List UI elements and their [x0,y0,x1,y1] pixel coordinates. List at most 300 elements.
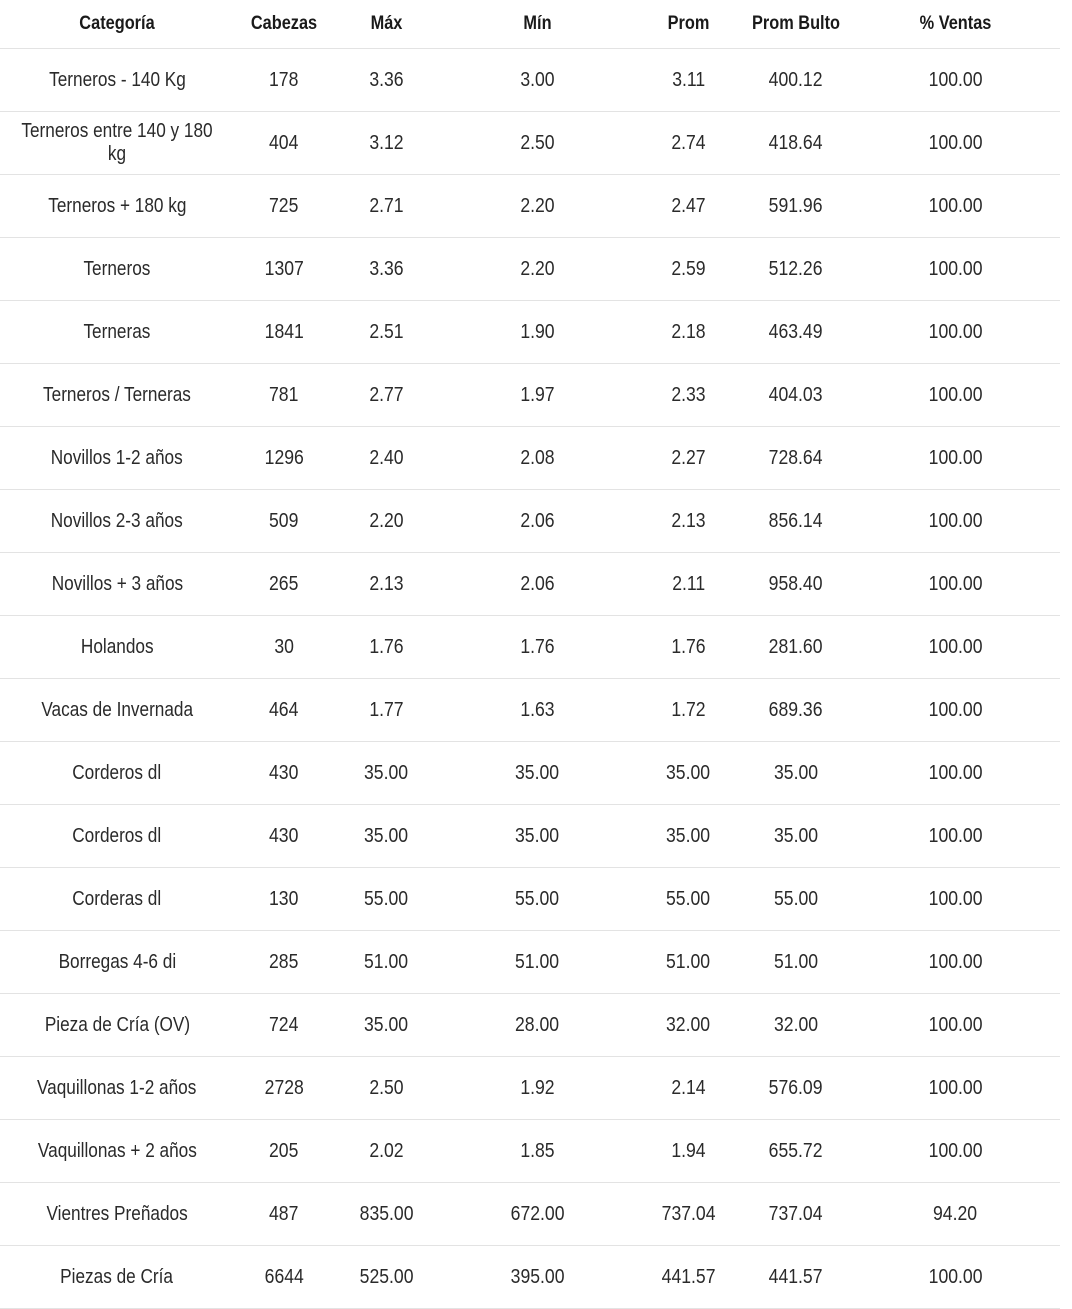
cell-min [439,301,636,364]
cell-prom [636,805,741,868]
cell-max-value: 835.00 [359,1202,414,1225]
cell-prom-value: 35.00 [666,824,711,847]
cell-categoria-value: Pieza de Cría (OV) [44,1013,190,1036]
cell-min [439,175,636,238]
cell-min [439,490,636,553]
cell-prom-bulto [741,301,851,364]
cell-categoria-value: Vaquillonas + 2 años [37,1139,197,1162]
table-row [0,1057,1060,1120]
header-prom-label: Prom [667,13,710,34]
cell-ventas-value: 100.00 [928,761,983,784]
cell-prom-bulto [741,490,851,553]
cell-cabezas [234,301,334,364]
cell-prom-bulto [741,1183,851,1246]
cell-cabezas [234,49,334,112]
cell-ventas [851,553,1060,616]
cell-min-value: 51.00 [515,950,560,973]
header-prom [643,0,733,49]
cell-min-value: 2.50 [520,131,555,154]
cell-cabezas [234,805,334,868]
cell-cabezas-value: 725 [269,194,299,217]
cell-min-value: 2.06 [520,509,555,532]
cell-ventas-value: 100.00 [928,320,983,343]
cell-cabezas [234,112,334,175]
cell-categoria [0,175,234,238]
cell-categoria-value: Corderos dl [72,761,162,784]
cell-ventas-value: 100.00 [928,698,983,721]
header-ventas [866,0,1046,49]
cell-max-value: 2.40 [369,446,404,469]
cell-categoria [0,679,234,742]
cell-cabezas [234,931,334,994]
cell-prom [636,679,741,742]
cell-cabezas-value: 205 [269,1139,299,1162]
cell-ventas-value: 100.00 [928,383,983,406]
cell-max [334,1120,439,1183]
cell-cabezas-value: 130 [269,887,299,910]
cell-prom-value: 3.11 [672,68,705,91]
cell-min [439,1120,636,1183]
cell-cabezas [234,427,334,490]
cell-prom [636,931,741,994]
cell-prom-bulto [741,994,851,1057]
cell-cabezas [234,238,334,301]
cell-max [334,112,439,175]
cell-cabezas-value: 285 [269,950,299,973]
cell-ventas-value: 100.00 [928,572,983,595]
cell-ventas-value: 100.00 [928,1076,983,1099]
cell-max [334,1057,439,1120]
cell-cabezas-value: 178 [269,68,299,91]
cell-categoria-value: Vaquillonas 1-2 años [37,1076,197,1099]
cell-min-value: 2.20 [520,257,555,280]
cell-prom-value: 2.47 [671,194,706,217]
cell-min [439,427,636,490]
cell-prom-value: 1.94 [671,1139,706,1162]
cell-cabezas [234,553,334,616]
cell-min [439,994,636,1057]
cell-prom [636,175,741,238]
cell-max [334,679,439,742]
table-header [0,0,1060,49]
cell-prom [636,994,741,1057]
cell-min [439,1246,636,1309]
cell-prom [636,1183,741,1246]
cell-max [334,994,439,1057]
cell-min-value: 1.76 [520,635,555,658]
cell-prom-bulto [741,364,851,427]
cell-ventas-value: 100.00 [928,194,983,217]
cell-prom-bulto-value: 463.49 [769,320,823,343]
cell-min-value: 55.00 [515,887,560,910]
cell-max [334,1183,439,1246]
cell-categoria [0,931,234,994]
cell-prom-bulto [741,49,851,112]
cell-categoria-value: Corderos dl [72,824,162,847]
cell-ventas-value: 100.00 [928,1139,983,1162]
cell-ventas-value: 100.00 [928,1013,983,1036]
table-row [0,994,1060,1057]
cell-ventas [851,112,1060,175]
cell-prom-value: 2.18 [671,320,706,343]
cell-ventas [851,427,1060,490]
cell-categoria [0,616,234,679]
cell-prom-bulto-value: 591.96 [769,194,823,217]
cell-min-value: 1.92 [520,1076,555,1099]
cell-max-value: 2.20 [369,509,404,532]
cell-prom-bulto [741,238,851,301]
cell-min-value: 1.63 [520,698,555,721]
header-categoria [16,0,217,49]
cell-categoria-value: Vacas de Invernada [41,698,193,721]
cell-prom-value: 441.57 [661,1265,716,1288]
cell-ventas-value: 100.00 [928,257,983,280]
cell-prom-bulto [741,616,851,679]
cell-ventas [851,616,1060,679]
cell-min [439,931,636,994]
cell-cabezas-value: 1841 [264,320,304,343]
header-categoria-label: Categoría [79,13,155,34]
cell-prom-bulto-value: 404.03 [769,383,823,406]
cell-prom-bulto [741,427,851,490]
table-row [0,679,1060,742]
cell-prom [636,427,741,490]
cell-max-value: 35.00 [364,824,409,847]
cell-cabezas [234,175,334,238]
cell-prom-bulto [741,553,851,616]
cell-prom [636,742,741,805]
table-row [0,175,1060,238]
cell-max [334,805,439,868]
cell-cabezas-value: 404 [269,131,299,154]
cell-prom [636,112,741,175]
cell-categoria-value: Borregas 4-6 di [58,950,176,973]
cell-categoria-value: Terneros [83,257,151,280]
cell-max [334,175,439,238]
cell-categoria [0,49,234,112]
cell-cabezas-value: 2728 [264,1076,304,1099]
cell-prom [636,868,741,931]
cell-categoria-value: Terneras [83,320,151,343]
cell-categoria-value: Terneros + 180 kg [47,194,187,217]
cell-categoria-value: Terneros / Terneras [43,383,191,406]
cell-min-value: 35.00 [515,761,560,784]
cell-categoria [0,238,234,301]
table-body [0,49,1060,1309]
table-row [0,490,1060,553]
cell-categoria [0,301,234,364]
cell-categoria-value: Vientres Preñados [46,1202,188,1225]
cell-max [334,301,439,364]
cell-prom-value: 2.59 [671,257,706,280]
cell-prom [636,1120,741,1183]
table-row [0,112,1060,175]
cell-min-value: 2.20 [520,194,555,217]
cell-cabezas [234,1057,334,1120]
cell-categoria [0,1246,234,1309]
cell-max-value: 2.71 [369,194,404,217]
cell-prom-bulto-value: 737.04 [769,1202,823,1225]
cell-prom-bulto [741,112,851,175]
cell-ventas [851,679,1060,742]
cell-cabezas [234,1246,334,1309]
cell-prom [636,616,741,679]
cell-prom-value: 2.14 [671,1076,706,1099]
header-cabezas [241,0,327,49]
cell-prom-bulto-value: 281.60 [769,635,823,658]
cell-prom-bulto-value: 418.64 [769,131,823,154]
cell-ventas-value: 100.00 [928,824,983,847]
cell-categoria [0,1057,234,1120]
cell-ventas [851,931,1060,994]
table-row [0,427,1060,490]
cell-ventas [851,1246,1060,1309]
cell-prom-bulto-value: 51.00 [773,950,819,973]
cell-ventas-value: 100.00 [928,950,983,973]
table-row [0,742,1060,805]
cell-max [334,742,439,805]
table-row [0,301,1060,364]
cell-min [439,364,636,427]
cell-prom-bulto-value: 576.09 [769,1076,823,1099]
cell-prom-bulto-value: 856.14 [769,509,823,532]
cell-prom-bulto-value: 441.57 [769,1265,823,1288]
header-cabezas-label: Cabezas [250,13,318,34]
cell-ventas-value: 100.00 [928,635,983,658]
cell-prom-bulto-value: 512.26 [769,257,823,280]
cell-prom [636,49,741,112]
cell-cabezas-value: 464 [269,698,299,721]
cell-cabezas-value: 487 [269,1202,299,1225]
cell-prom-value: 35.00 [666,761,711,784]
cell-min-value: 1.90 [520,320,555,343]
cell-max-value: 525.00 [359,1265,414,1288]
cell-cabezas [234,994,334,1057]
cell-min [439,49,636,112]
cell-categoria [0,1183,234,1246]
cell-min [439,679,636,742]
cell-max-value: 2.77 [369,383,404,406]
cell-min [439,868,636,931]
cell-max-value: 51.00 [364,950,409,973]
cell-ventas-value: 100.00 [928,887,983,910]
cell-cabezas-value: 1307 [264,257,304,280]
cell-min [439,1057,636,1120]
cell-max-value: 35.00 [364,1013,409,1036]
table-row [0,553,1060,616]
cell-ventas [851,868,1060,931]
cell-max-value: 2.51 [369,320,404,343]
cell-prom-bulto [741,931,851,994]
cell-prom-bulto-value: 400.12 [769,68,823,91]
cell-max-value: 1.76 [369,635,404,658]
cell-min [439,553,636,616]
cell-ventas [851,49,1060,112]
cell-cabezas-value: 1296 [264,446,304,469]
cell-ventas [851,994,1060,1057]
cell-categoria [0,742,234,805]
cell-min-value: 1.85 [520,1139,555,1162]
header-min [453,0,622,49]
cell-ventas [851,742,1060,805]
cell-prom-value: 2.27 [671,446,706,469]
cell-prom-bulto [741,868,851,931]
cell-categoria [0,994,234,1057]
cell-prom-bulto [741,742,851,805]
cell-categoria [0,364,234,427]
cell-ventas [851,175,1060,238]
cell-max [334,490,439,553]
cell-min [439,616,636,679]
cell-min [439,1183,636,1246]
cell-max [334,1246,439,1309]
cell-max-value: 2.02 [369,1139,404,1162]
cell-prom-bulto-value: 35.00 [773,761,819,784]
cell-prom [636,238,741,301]
cell-cabezas [234,679,334,742]
cell-ventas [851,301,1060,364]
cell-min-value: 1.97 [520,383,555,406]
cell-min-value: 2.06 [520,572,555,595]
cell-cabezas [234,1183,334,1246]
cell-ventas-value: 100.00 [928,1265,983,1288]
cell-prom-bulto [741,1120,851,1183]
cell-min-value: 672.00 [510,1202,565,1225]
cell-cabezas-value: 430 [269,761,299,784]
cell-categoria-value: Holandos [80,635,154,658]
cell-cabezas-value: 781 [269,383,299,406]
cell-categoria-value: Piezas de Cría [60,1265,174,1288]
cell-prom [636,364,741,427]
cell-prom-bulto [741,1246,851,1309]
header-max [341,0,431,49]
cell-prom-value: 2.13 [671,509,706,532]
cell-prom-bulto [741,175,851,238]
table-row [0,238,1060,301]
cell-min-value: 28.00 [515,1013,560,1036]
cell-cabezas-value: 30 [274,635,294,658]
cell-max-value: 3.12 [369,131,404,154]
cell-prom-bulto [741,805,851,868]
cell-min-value: 2.08 [520,446,555,469]
cell-min [439,112,636,175]
header-ventas-label: % Ventas [919,13,992,34]
cell-cabezas-value: 430 [269,824,299,847]
cell-prom-value: 51.00 [666,950,711,973]
cell-categoria [0,1120,234,1183]
cell-categoria [0,868,234,931]
table-row [0,1246,1060,1309]
cell-max-value: 2.50 [369,1076,404,1099]
cell-ventas [851,490,1060,553]
cell-prom-value: 1.76 [671,635,706,658]
cell-cabezas [234,1120,334,1183]
cell-prom-bulto-value: 689.36 [769,698,823,721]
cell-max [334,931,439,994]
cell-max-value: 55.00 [364,887,409,910]
cell-prom [636,1057,741,1120]
cell-prom [636,553,741,616]
cell-min [439,742,636,805]
cell-cabezas [234,616,334,679]
cell-categoria-value: Novillos 2-3 años [51,509,183,532]
cell-max [334,238,439,301]
cell-categoria [0,553,234,616]
cell-ventas [851,238,1060,301]
cell-ventas [851,364,1060,427]
cell-max-value: 1.77 [369,698,404,721]
cell-ventas [851,805,1060,868]
cell-categoria [0,427,234,490]
header-row [0,0,1060,49]
header-prom-bulto [749,0,844,49]
cell-max-value: 35.00 [364,761,409,784]
table-row [0,364,1060,427]
cell-cabezas-value: 265 [269,572,299,595]
cell-prom-bulto-value: 35.00 [773,824,819,847]
cell-prom [636,1246,741,1309]
table-row [0,49,1060,112]
cell-prom-value: 1.72 [671,698,706,721]
cell-categoria-value: Corderas dl [72,887,162,910]
table-row [0,931,1060,994]
cell-ventas-value: 94.20 [933,1202,978,1225]
cell-prom-bulto-value: 55.00 [773,887,819,910]
header-max-label: Máx [370,13,403,34]
cell-min [439,238,636,301]
cell-prom-bulto [741,679,851,742]
cell-cabezas [234,868,334,931]
cell-min-value: 3.00 [520,68,555,91]
cell-ventas-value: 100.00 [928,509,983,532]
cell-max [334,427,439,490]
cell-ventas-value: 100.00 [928,446,983,469]
cell-prom-bulto-value: 655.72 [769,1139,823,1162]
cell-prom-value: 2.33 [671,383,706,406]
cell-max [334,49,439,112]
cell-prom-bulto-value: 32.00 [773,1013,819,1036]
table-row [0,868,1060,931]
cell-cabezas-value: 6644 [264,1265,304,1288]
cell-prom-value: 32.00 [666,1013,711,1036]
cell-max [334,616,439,679]
cell-prom-value: 737.04 [661,1202,716,1225]
cell-cabezas [234,742,334,805]
cell-categoria-value: Novillos + 3 años [51,572,183,595]
cell-prom [636,301,741,364]
cell-categoria [0,112,234,175]
cell-prom [636,490,741,553]
cell-ventas [851,1057,1060,1120]
cell-ventas-value: 100.00 [928,68,983,91]
cell-prom-value: 2.74 [671,131,706,154]
cell-ventas [851,1183,1060,1246]
cell-prom-value: 2.11 [672,572,705,595]
cell-categoria-value: Terneros - 140 Kg [48,68,186,91]
cell-max-value: 2.13 [369,572,404,595]
cell-cabezas [234,364,334,427]
cell-min-value: 35.00 [515,824,560,847]
cell-ventas [851,1120,1060,1183]
cell-prom-bulto [741,1057,851,1120]
cell-prom-bulto-value: 728.64 [769,446,823,469]
header-prom-bulto-label: Prom Bulto [751,13,841,34]
cell-max [334,364,439,427]
cell-prom-bulto-value: 958.40 [769,572,823,595]
cell-max-value: 3.36 [369,257,404,280]
table-row [0,1120,1060,1183]
table-row [0,805,1060,868]
